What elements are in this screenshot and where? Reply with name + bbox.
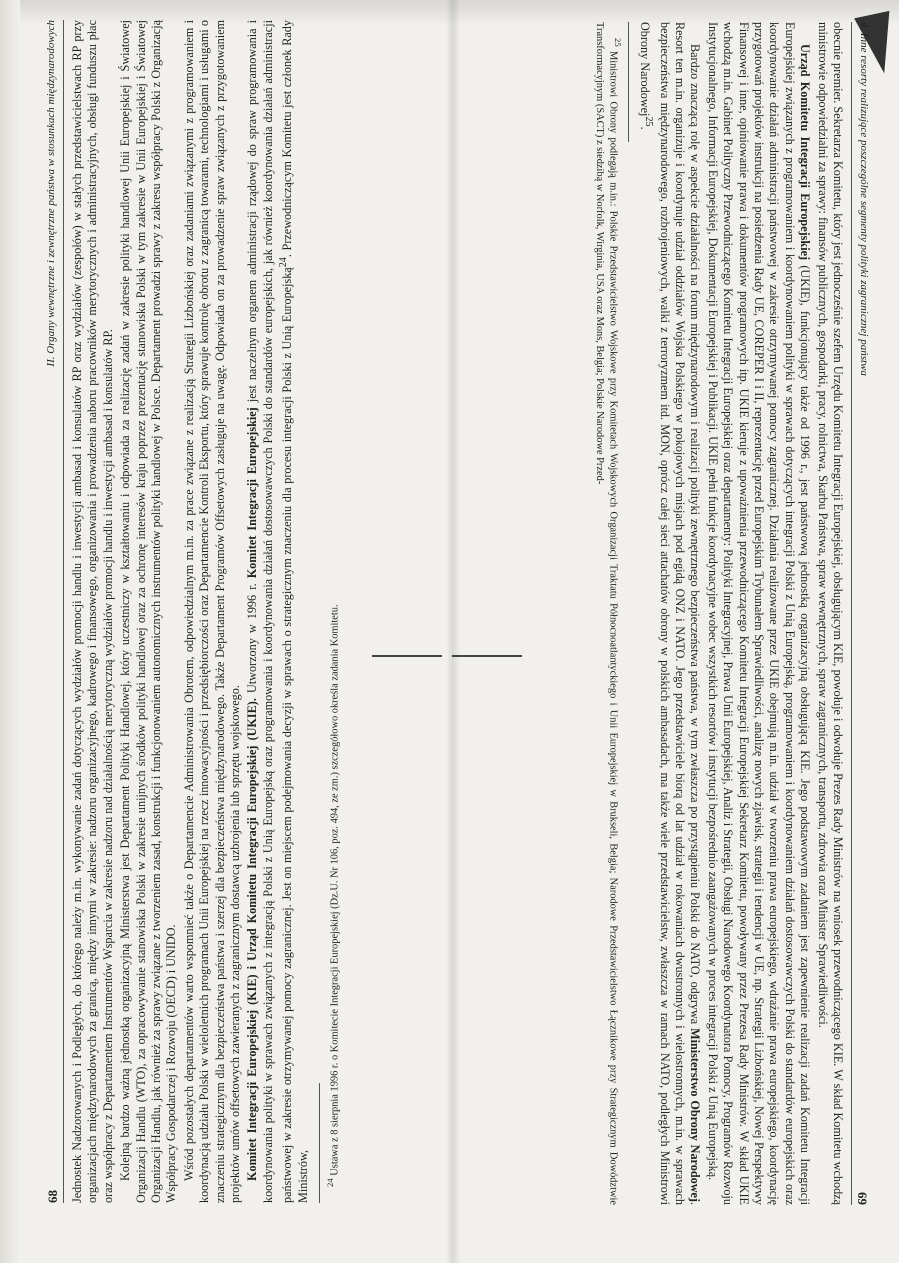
body-text-right	[637, 22, 845, 1205]
page-number: 69	[855, 1192, 870, 1205]
footnote-rule	[319, 1083, 320, 1203]
footnotes-left	[319, 20, 341, 1203]
footnotes-right	[593, 22, 628, 1205]
footnote: $^{24}$ Ustawa z 8 sierpnia 1996 r. o Komitecie Integracji Europejskiej (Dz.U. Nr 106, poz. 494, ze zm.) szczegółowo określa zadania Komitetu.	[325, 604, 341, 1187]
footnote: $^{25}$ Ministrowi Obrony podlegają m.in.: Polskie Przedstawicielstwo Wojskowe przy Komitetach Wojskowych Organizacji Traktatu Północnoatlantyckiego i Unii Europejskiej w Brukseli, Belgia; Narodowe Przedstawicielstwo Łącznikowe przy Strategicznym Dowództwie Transformacyjnym (SACT) z siedzibą w Norfolk, Wirginia, USA oraz Mons, Belgia; Polskie Narodowe Przed-	[594, 22, 623, 1205]
kie-heading: Komitet Integracji Europejskiej (KIE) i Urząd Komitetu Integracji Europejskiej (UKIE).	[245, 698, 260, 1181]
paragraph-ukie: Urząd Komitetu Integracji Europejskiej (UKIE), funkcjonujący także od 1996 r., jest państwową jednostką organizacyjną obsługującą KIE. Jego podstawowym zadaniem jest zapewnienie realizacji zadań Komitetu Integracji Europejskiej związanych z programowaniem i koordynowaniem polityki w sprawach dotyczących integracji Polski z Unią Europejską, programowaniem i koordynowaniem działań dostosowawczych Polski do standardów europejskich oraz koordynowanie działań administracji państwowej w zakresie otrzymywanej pomocy zagranicznej. Działania realizowane przez UKIE obejmują m.in. udział w tworzeniu prawa europejskiego, wdrażanie prawa europejskiego, koordynację przygotowań projektów instrukcji na posiedzenia Rady UE, COREPER I i II, reprezentację przed Europejskim Trybunałem Sprawiedliwości, analizę nowych zjawisk, strategii i tendencji w UE, np. Strategii Lizbońskiej, Nowej Perspektywy Finansowej i inne, opiniowanie prawa i dokumentów programowych itp. UKIE kieruje z upoważnienia przewodniczącego Komitetu Integracji Europejskiej Sekretarz Komitetu, powoływany przez Prezesa Rady Ministrów. W skład UKIE wchodzą m.in. Gabinet Polityczny Przewodniczącego Komitetu Integracji Europejskiej oraz departamenty: Polityki Integracyjnej, Prawa Unii Europejskiej, Analiz i Strategii, Obsługi Narodowego Koordynatora Pomocy, Programów Rozwoju Instytucjonalnego, Informacji Europejskiej, Dokumentacji Europejskiej i Publikacji. UKIE pełni funkcje koordynacyjne wobec wszystkich resortów i instytucji bezpośrednio zaangażowanych w proces integracji Polski z Unią Europejską.	[705, 22, 813, 1205]
running-header-left	[45, 20, 64, 1203]
scan-edge-left	[0, 0, 20, 1263]
body-text-left	[70, 20, 311, 1203]
footnote-ref: 24	[278, 257, 290, 268]
running-header-right	[851, 22, 870, 1205]
page-69	[460, 22, 870, 1205]
paragraph: Jednostek Nadzorowanych i Podległych, do którego należy m.in. wykonywanie zadań dotyczących wydziałów promocji handlu i inwestycji ambasad i konsulatów RP oraz wydziałów (zespołów) w stałych przedstawicielstwach RP przy organizacjach międzynarodowych za granicą, między innymi w zakresie: nadzoru organizacyjnego, kadrowego i finansowego, organizowania i prowadzenia naboru pracowników merytorycznych i administracyjnych, obsługi funduszu płac oraz współpracy z Departamentem Instrumentów Wsparcia w zakresie nadzoru nad działalnością merytoryczną wydziałów promocji handlu i inwestycji ambasad i konsulatów RP.	[70, 20, 115, 1203]
paragraph: Kolejną bardzo ważną jednostką organizacyjną Ministerstwa jest Departament Polityki Handlowej, który uczestniczy w kształtowaniu i odpowiada za realizację zadań w zakresie polityki handlowej Unii Europejskiej i Światowej Organizacji Handlu (WTO), za opracowywanie stanowiska Polski w zakresie unijnych środków polityki handlowej oraz za ochronę interesów kraju poprzez prezentację stanowiska Polski w tym zakresie w Unii Europejskiej i Światowej Organizacji Handlu, jak również za sprawy związane z tworzeniem zasad, konstrukcji i funkcjonowaniem autonomicznych instrumentów polityki handlowej w Polsce. Departament prowadzi sprawy z zakresu współpracy Polski z Organizacją Współpracy Gospodarczej i Rozwoju (OECD) i UNIDO.	[118, 20, 179, 1203]
paragraph: obecnie premier. Sekretarza Komitetu, który jest jednocześnie szefem Urzędu Komitetu Integracji Europejskiej, obsługującym KIE, powołuje i odwołuje Prezes Rady Ministrów na wniosek przewodniczącego KIE. W skład Komitetu wchodzą ministrowie odpowiedzialni za sprawy: finansów publicznych, gospodarki, pracy, rolnictwa, Skarbu Państwa, spraw wewnętrznych, spraw zagranicznych, transportu, zdrowia oraz Minister Sprawiedliwości.	[815, 22, 845, 1205]
page-number: 68	[45, 1190, 60, 1203]
paragraph: Wśród pozostałych departamentów warto wspomnieć także o Departamencie Administrowania Obrotem, odpowiedzialnym m.in. za prace związane z realizacją Strategii Lizbońskiej oraz zadaniami związanymi z programowaniem i koordynacją udziału Polski w wieloletnich programach Unii Europejskiej na rzecz innowacyjności i przedsiębiorczości oraz Departamencie Kontroli Eksportu, który sprawuje kontrolę obrotu z zagranicą towarami, technologiami i usługami o znaczeniu strategicznym dla bezpieczeństwa państwa i szerzej dla bezpieczeństwa międzynarodowego. Także Departament Programów Offsetowych zasługuje na uwagę. Odpowiada on za prowadzenie spraw związanych z przygotowaniem projektów umów offsetowych zawieranych z zagranicznym dostawcą uzbrojenia lub sprzętu wojskowego.	[181, 20, 243, 1203]
footnote-rule	[628, 22, 629, 142]
paragraph-kie: Komitet Integracji Europejskiej (KIE) i Urząd Komitetu Integracji Europejskiej (UKIE). Utworzony w 1996 r. Komitet Integracji Europejskiej jest naczelnym organem administracji rządowej do spraw programowania i koordynowania polityki w sprawach związanych z integracją Polski z Unią Europejską oraz programowania i koordynowania działań dostosowawczych Polski do standardów europejskich, jak również koordynowania działań administracji państwowej w zakresie otrzymywanej pomocy zagranicznej. Jest on miejscem podejmowania decyzji w sprawach o strategicznym znaczeniu dla procesu integracji Polski z Unią Europejską$^{24}$. Przewodniczącym Komitetu jest członek Rady Ministrów,	[245, 20, 310, 1203]
running-head-title: II. Organy wewnętrzne i zewnętrzne państwa w stosunkach międzynarodowych	[45, 20, 57, 367]
footnote-ref: 25	[643, 116, 655, 127]
page-68	[45, 20, 450, 1203]
paragraph-mon: Bardzo znaczącą rolę w aspekcie działalności na forum międzynarodowym i realizacji polityki zewnętrznego bezpieczeństwa państwa, w tym zwłaszcza po przystąpieniu Polski do NATO, odgrywa Ministerstwo Obrony Narodowej. Resort ten m.in. organizuje i koordynuje udział oddziałów Wojska Polskiego w pokojowych misjach pod egidą ONZ i NATO. Jego przedstawiciele biorą od lat udział w rokowaniach dwustronnych i wielostronnych, m.in. w sprawach bezpieczeństwa międzynarodowego, rozbrojeniowych, walki z terroryzmem itd. MON, oprócz całej sieci attachatów obrony w polskich ambasadach, ma także wiele przedstawicielstw, zwłaszcza w ramach NATO, podległych Ministrowi Obrony Narodowej$^{25}$.	[638, 22, 703, 1206]
running-head-title: 4. Inne resorty realizujące poszczególne segmenty polityki zagranicznej państwa	[858, 22, 870, 376]
